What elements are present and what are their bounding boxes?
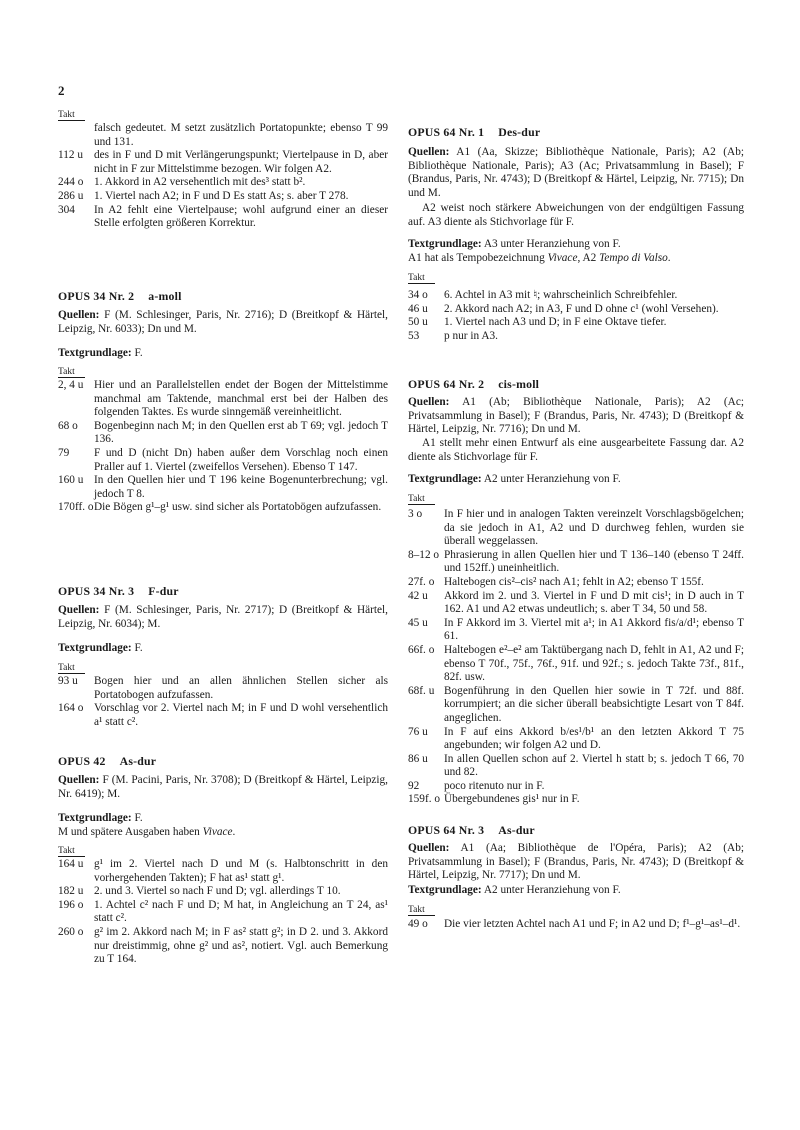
takt-label: Takt	[408, 273, 435, 284]
note-entry: 68 o Bogenbeginn nach M; in den Quellen erst ab T 69; vgl. jedoch T 136.	[58, 419, 388, 446]
textbasis-op64-2: Textgrundlage: A2 unter Heranziehung von F.	[408, 473, 621, 485]
note-entry: 45 u In F Akkord im 3. Viertel mit a¹; in A1 Akkord fis/a/d¹; ebenso T 61.	[408, 616, 744, 643]
textbasis-op34-2: Textgrundlage: F.	[58, 347, 143, 359]
section-heading-op64-1: OPUS 64 Nr. 1 Des-dur	[408, 125, 541, 139]
note-entry: 286 u 1. Viertel nach A2; in F und D Es statt As; s. aber T 278.	[58, 189, 349, 202]
section-heading-op64-2: OPUS 64 Nr. 2 cis-moll	[408, 377, 540, 391]
note-entry: 92 poco ritenuto nur in F.	[408, 779, 545, 792]
note-op64-1: A2 weist noch stärkere Abweichungen von der endgültigen Fassung auf. A3 diente als Stichvorlage für F.	[408, 202, 744, 228]
note-entry: 93 u Bogen hier und an allen ähnlichen Stellen sicher als Portatobogen aufzufassen.	[58, 675, 388, 701]
note-entry: 160 u In den Quellen hier und T 196 keine Bogenunterbrechung; vgl. jedoch T 8.	[58, 474, 388, 500]
note-entry: 244 o 1. Akkord in A2 versehentlich mit des³ statt b².	[58, 176, 306, 189]
note-entry: 76 u In F auf eins Akkord b/es¹/b¹ an den letzten Akkord T 75 angebunden; wir folgen A2 und D.	[408, 725, 744, 752]
note-entry: 260 o g² im 2. Akkord nach M; in F as² statt g²; in D 2. und 3. Akkord nur dreistimmig, ohne g² und as², notiert. Vgl. auch Bemerkung zu T 164.	[58, 925, 388, 966]
note-entry: 34 o 6. Achtel in A3 mit ♮; wahrscheinlich Schreibfehler.	[408, 289, 678, 301]
sources-op64-1: Quellen: A1 (Aa, Skizze; Bibliothèque Nationale, Paris); A2 (Ab; Bibliothèque Nationale, Paris); A3 (Ac; Privatsammlung in Basel); F (Brandus, Paris, Nr. 4743); D (Breitkopf & Härtel, Leipzig, Nr. 7715); Dn und M.	[408, 146, 744, 199]
note-entry: 159f. o Übergebundenes gis¹ nur in F.	[408, 793, 580, 806]
note-entry: 164 o Vorschlag vor 2. Viertel nach M; in F und D wohl versehentlich a¹ statt c².	[58, 702, 388, 728]
textbasis-op64-1: Textgrundlage: A3 unter Heranziehung von F.	[408, 238, 621, 250]
note-entry: 79 F und D (nicht Dn) haben außer dem Vorschlag noch einen Praller auf 1. Viertel (zweifellos Versehen). Ebenso T 147.	[58, 446, 388, 473]
takt-label: Takt	[58, 846, 85, 857]
note-entry: 112 u des in F und D mit Verlängerungspunkt; Viertelpause in D, aber nicht in F zur Mittelstimme bezogen. Wir folgen A2.	[58, 149, 388, 175]
note-entry: 182 u 2. und 3. Viertel so nach F und D; vgl. allerdings T 10.	[58, 885, 341, 898]
sources-op34-3: Quellen: F (M. Schlesinger, Paris, Nr. 2717); D (Breitkopf & Härtel, Leipzig, Nr. 6034); M.	[58, 604, 388, 630]
section-heading-op34-2: OPUS 34 Nr. 2 a-moll	[58, 289, 182, 303]
note-entry: 42 u Akkord im 2. und 3. Viertel in F und D mit cis¹; in D auch in T 162. A1 und A2 etwas undeutlich; s. aber T 34, 50 und 58.	[408, 589, 744, 616]
section-heading-op64-3: OPUS 64 Nr. 3 As-dur	[408, 823, 535, 837]
section-heading-op42: OPUS 42 As-dur	[58, 754, 157, 768]
note-entry: 3 o In F hier und in analogen Takten vereinzelt Vorschlagsbögelchen; da sie jedoch in A1, A2 und D durchweg fehlen, wurden sie überall weggelassen.	[408, 508, 744, 548]
note-op64-2: A1 stellt mehr einen Entwurf als eine ausgearbeitete Fassung dar. A2 diente als Stichvorlage für F.	[408, 437, 744, 463]
sources-op64-3: Quellen: A1 (Aa; Bibliothèque de l'Opéra, Paris); A2 (Ab; Privatsammlung in Basel); F (Brandus, Paris, Nr. 4743); D (Breitkopf & Härtel, Leipzig, Nr. 7717); Dn und M.	[408, 842, 744, 882]
note-entry: 304 In A2 fehlt eine Viertelpause; wohl aufgrund einer an dieser Stelle erfolgten größeren Korrektur.	[58, 203, 388, 230]
notes-op64-2	[408, 508, 744, 807]
textbasis-op64-3: Textgrundlage: A2 unter Heranziehung von F.	[408, 884, 621, 896]
note-entry: 86 u In allen Quellen schon auf 2. Viertel h statt b; s. jedoch T 66, 70 und 82.	[408, 752, 744, 779]
note-entry: 68f. u Bogenführung in den Quellen hier sowie in T 72f. und 88f. korrumpiert; an die sicher überall beabsichtigte Lesart von T 84f. angeglichen.	[408, 684, 744, 724]
sources-op64-2: Quellen: A1 (Ab; Bibliothèque Nationale, Paris); A2 (Ac; Privatsammlung in Basel); F (Brandus, Paris, Nr. 4743); D (Breitkopf & Härtel, Leipzig, Nr. 7716); Dn und M.	[408, 396, 744, 436]
notes-op34-2	[58, 379, 388, 515]
note-entry: 50 u 1. Viertel nach A3 und D; in F eine Oktave tiefer.	[408, 316, 667, 329]
page-number: 2	[58, 83, 65, 98]
takt-label: Takt	[408, 494, 435, 505]
textbasis-op42: Textgrundlage: F.	[58, 812, 143, 824]
continued-notes	[58, 122, 388, 231]
note-entry: 53 p nur in A3.	[408, 329, 498, 342]
takt-label: Takt	[58, 110, 85, 121]
notes-op64-3	[408, 918, 744, 932]
note-entry: 170ff. o Die Bögen g¹–g¹ usw. sind sicher als Portatobögen aufzufassen.	[58, 501, 382, 514]
takt-label: Takt	[58, 367, 85, 378]
note-op42: M und spätere Ausgaben haben Vivace.	[58, 826, 236, 838]
takt-label: Takt	[58, 663, 85, 674]
sources-op42: Quellen: F (M. Pacini, Paris, Nr. 3708); D (Breitkopf & Härtel, Leipzig, Nr. 6419); M.	[58, 774, 389, 800]
note-entry: 196 o 1. Achtel c² nach F und D; M hat, in Angleichung an T 24, as¹ statt c².	[58, 898, 388, 925]
takt-label: Takt	[408, 905, 435, 916]
note-entry: 164 u g¹ im 2. Viertel nach D und M (s. Halbtonschritt in den vorhergehenden Takten); F hat as¹ statt g¹.	[58, 858, 388, 884]
note-entry: falsch gedeutet. M setzt zusätzlich Portatopunkte; ebenso T 99 und 131.	[94, 122, 388, 148]
note-entry: 66f. o Haltebogen e²–e² am Taktübergang nach D, fehlt in A1, A2 und F; ebenso T 70f., 75f., 76f., 91f. und 92f.; s. jedoch Takte 73f., 81f., 82f. usw.	[408, 643, 744, 684]
note-entry: 2, 4 u Hier und an Parallelstellen endet der Bogen der Mittelstimme manchmal am Taktende, manchmal erst bei der Halben des folgenden Taktes. Es wurde sinngemäß vereinheitlicht.	[58, 379, 388, 419]
sources-op34-2: Quellen: F (M. Schlesinger, Paris, Nr. 2716); D (Breitkopf & Härtel, Leipzig, Nr. 6033); Dn und M.	[58, 309, 388, 335]
textbasis-op34-3: Textgrundlage: F.	[58, 642, 143, 654]
notes-op34-3	[58, 675, 388, 729]
tempo-note-op64-1: A1 hat als Tempobezeichnung Vivace, A2 Tempo di Valso.	[408, 252, 671, 264]
note-entry: 46 u 2. Akkord nach A2; in A3, F und D ohne c¹ (wohl Versehen).	[408, 302, 719, 315]
note-entry: 49 o Die vier letzten Achtel nach A1 und F; in A2 und D; f¹–g¹–as¹–d¹.	[408, 918, 741, 930]
notes-op42	[58, 858, 388, 967]
section-heading-op34-3: OPUS 34 Nr. 3 F-dur	[58, 584, 179, 598]
note-entry: 27f. o Haltebogen cis²–cis² nach A1; fehlt in A2; ebenso T 155f.	[408, 575, 704, 588]
note-entry: 8–12 o Phrasierung in allen Quellen hier und T 136–140 (ebenso T 24ff. und 152ff.) uneinheitlich.	[408, 548, 744, 575]
notes-op64-1	[408, 289, 744, 343]
